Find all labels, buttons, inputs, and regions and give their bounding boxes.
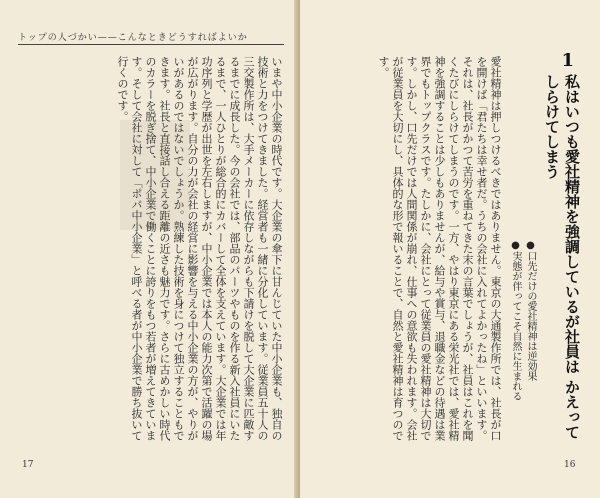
header-rule — [18, 44, 284, 45]
running-head: トップの人づかい——こんなときどうすればよいか — [18, 33, 248, 43]
chapter-number: 1 — [561, 50, 574, 71]
left-body-text: いまや中小企業の時代です。大企業の傘下に甘んじていた中小企業も、独自の技術と力をつけてきました。経営者も一緒に分化しています。従業員五十人の三交製作所は、大手メーカーに依存しながらも下請けを脱して大企業に匹敵するまでに成長した。今の会社では、部品のパーツやものを作る新入社員にいたるまで、一人ひとりが総合的にカバーして全体を支えています。大企業では年功序列と学歴が出世を左右しますが、中小企業では本人の能力次第で活躍の場が広がります。自分の力が会社の経営に影響を与える中小企業の方が、やりがいがあるのではないでしょうか。熟練した技術を身につけて独立することもできます。社長と直接話し合える距離の近さも魅力です。さらに古めかしい時代のカラーを脱ぎ捨て、中小企業で働くことに誇りをもつ若者が増えてきています。そして会社に対して「ポパ中小企業」と呼べる者が中小企業で勝ち抜いて行くのです。 — [116, 56, 283, 441]
bullet-item: ●実態が伴ってこそ自然に生まれる — [510, 240, 521, 401]
right-page — [300, 0, 600, 498]
left-page — [0, 0, 298, 498]
blurred-area — [120, 120, 190, 230]
right-body-text: 愛社精神は押しつけるべきではありません。東京の大通製作所では、社長が口を開けば「君たちは幸せ者だ。うちの会社に入れてよかったね」といいます。それは、社長がかつて苦労を重ねてきた末の言葉でしょうが、社員はこれを聞くたびにしらけてしまうのです。一方、やはり東京にある栄光社では、愛社精神を強調することは少しもありませんが、給与や賞与、退職金などの待遇は業界でもトップクラスです。たしかに、会社にとって従業員の愛社精神は大切です。しかし、口先だけでは人間関係が崩れ、仕事への意欲も失われます。会社が従業員を大切にし、具体的な形で報いることで、自然と愛社精神は育つのです。 — [377, 56, 502, 441]
chapter-heading: 私はいつも愛社精神を強調しているが社員は かえってしらけてしまう — [543, 74, 581, 440]
page-number-left: 17 — [22, 460, 34, 470]
summary-bullets — [508, 240, 538, 460]
page-number-right: 16 — [564, 460, 576, 470]
bullet-item: ●口先だけの愛社精神は逆効果 — [525, 240, 536, 381]
